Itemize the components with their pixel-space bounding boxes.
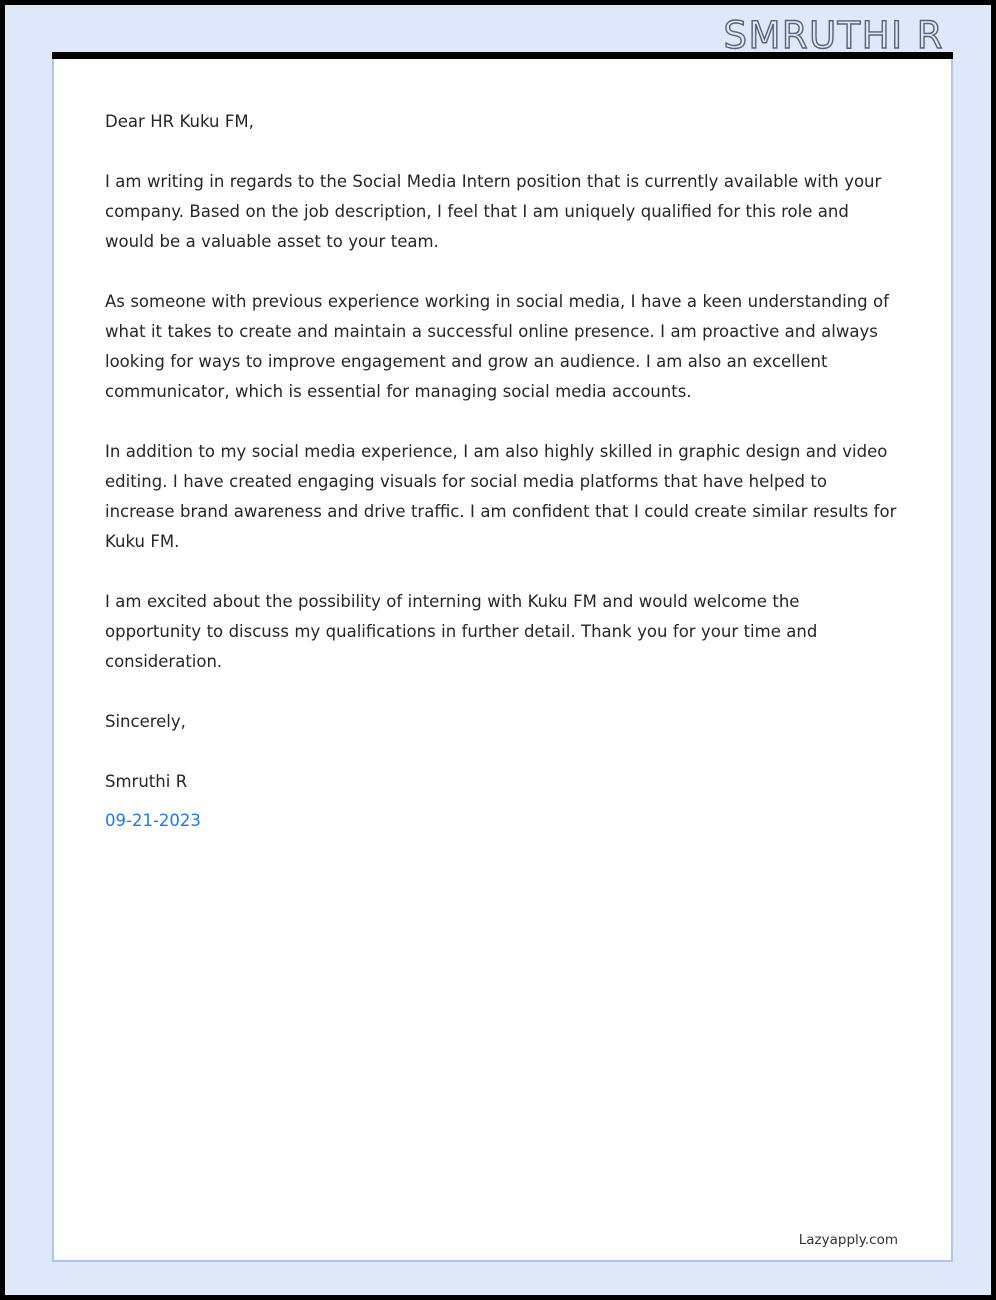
letter-paragraph-1: I am writing in regards to the Social Media Intern position that is currently available with your company. Based on the job description, I feel that I am uniquely qualified for this role and would be a valuable asset to your team. [105, 172, 882, 251]
letter-paragraph-2: As someone with previous experience working in social media, I have a keen understanding of what it takes to create and maintain a successful online presence. I am proactive and always looking for ways to improve engagement and grow an audience. I am also an excellent communicator, which is essential for managing social media accounts. [105, 292, 889, 401]
letter-card [52, 59, 953, 1262]
letter-body [105, 107, 900, 835]
letter-closing: Sincerely, [105, 712, 186, 731]
header-applicant-name: SMRUTHI R [723, 14, 944, 57]
signature-name: Smruthi R [105, 772, 188, 791]
footer-watermark: Lazyapply.com [798, 1232, 898, 1248]
letter-paragraph-4: I am excited about the possibility of interning with Kuku FM and would welcome the opportunity to discuss my qualifications in further detail. Thank you for your time and consideration. [105, 592, 818, 671]
page-margin [5, 5, 991, 1295]
letter-paragraph-3: In addition to my social media experience, I am also highly skilled in graphic design and video editing. I have created engaging visuals for social media platforms that have helped to increase brand awareness and drive traffic. I am confident that I could create similar results for Kuku FM. [105, 442, 897, 551]
signature-date: 09-21-2023 [105, 811, 201, 830]
letter-salutation: Dear HR Kuku FM, [105, 112, 254, 131]
